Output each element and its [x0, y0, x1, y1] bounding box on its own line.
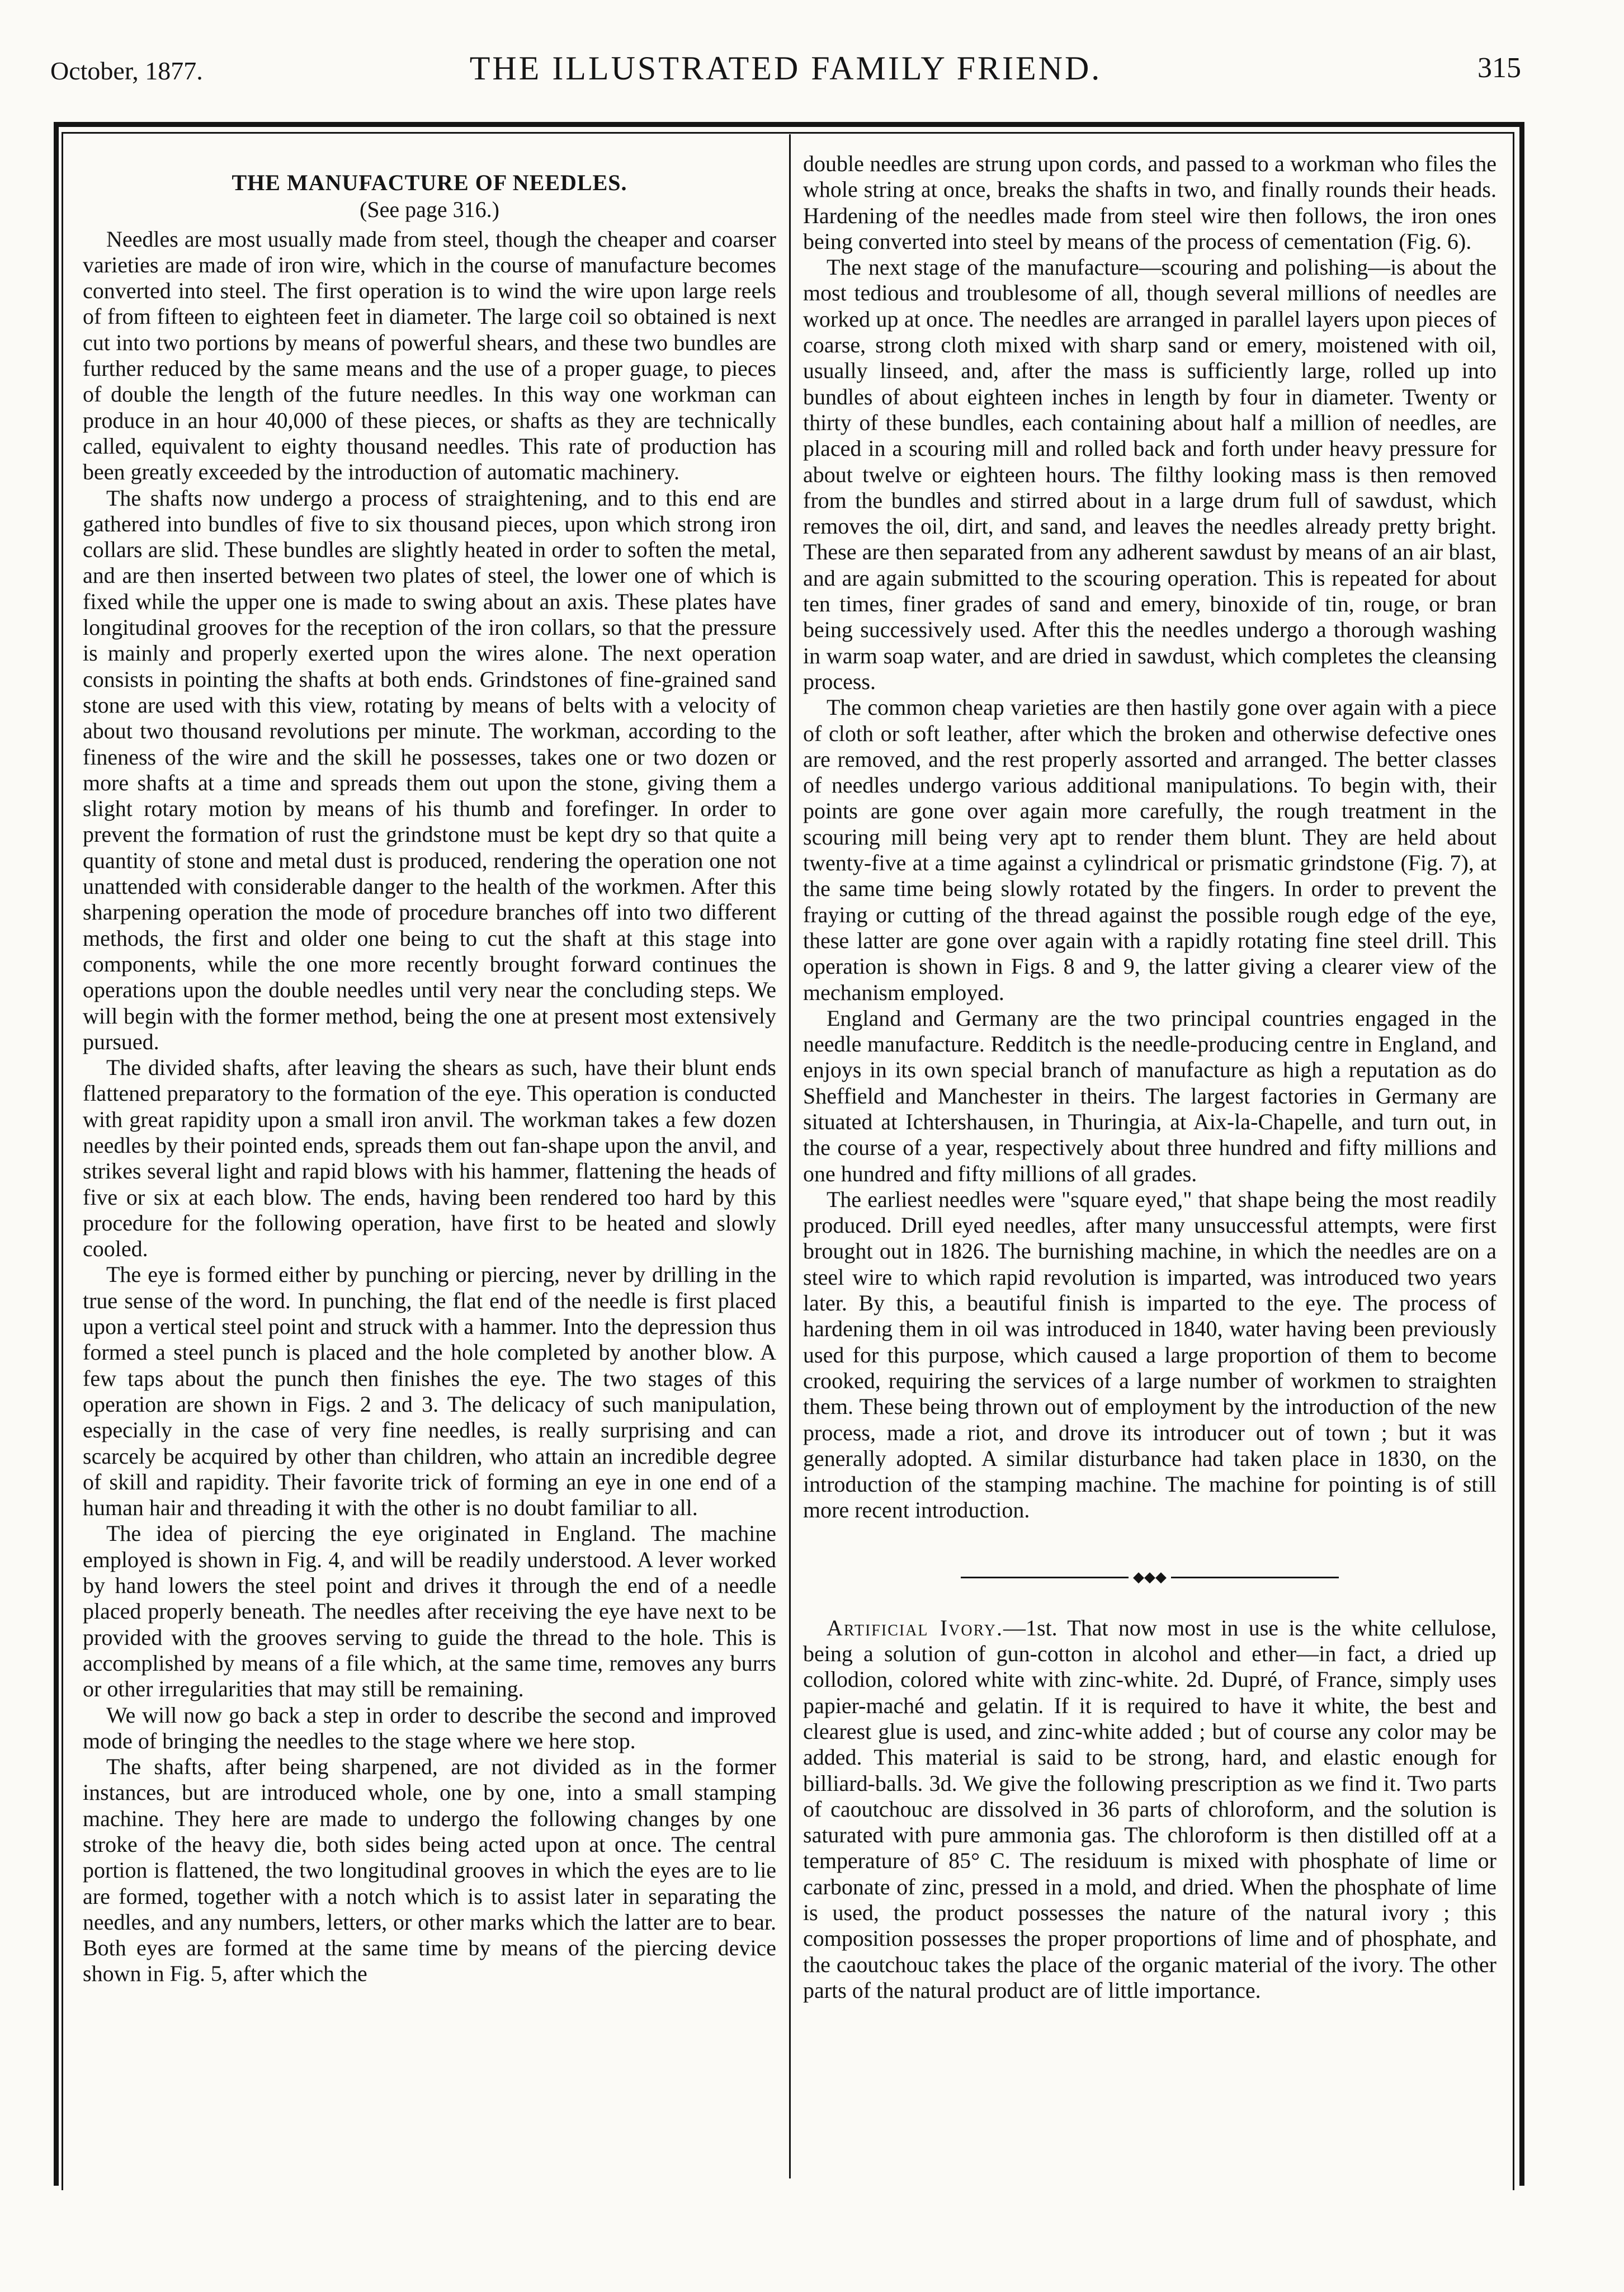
- article-subtitle: (See page 316.): [360, 197, 499, 223]
- magazine-title: THE ILLUSTRATED FAMILY FRIEND.: [469, 50, 1102, 87]
- paragraph: The shafts, after being sharpened, are not divided as in the former instances, but are introduced whole, one by one, into a small stamping machine. They here are made to undergo the following changes by one stroke of the heavy die, both sides being acted upon at once. The central portion is flattened, the two longitudinal grooves in which the eyes are to lie are formed, together with a notch which is to assist later in separating the needles, and any numbers, letters, or other marks which the latter are to bear. Both eyes are formed at the same time by means of the piercing device shown in Fig. 5, after which the: [83, 1754, 776, 1987]
- issue-date: October, 1877.: [50, 56, 203, 85]
- page-number: 315: [1477, 52, 1521, 84]
- left-column: [83, 151, 776, 1987]
- paragraph: The common cheap varieties are then hastily gone over again with a piece of cloth or soft leather, after which the broken and otherwise defective ones are removed, and the rest properly assorted and arranged. The better classes of needles undergo various additional manipulations. To begin with, their points are gone over again more carefully, the rough treatment in the scouring mill being very apt to render them blunt. They are held about twenty-five at a time against a cylindrical or prismatic grindstone (Fig. 7), at the same time being slowly rotated by the fingers. In order to prevent the fraying or cutting of the thread against the possible rough edge of the eye, these latter are gone over again with a rapidly rotating fine steel drill. This operation is shown in Figs. 8 and 9, the latter giving a clearer view of the mechanism employed.: [803, 695, 1496, 1005]
- artificial-ivory-heading: Artificial Ivory.: [827, 1615, 1003, 1640]
- paragraph: The divided shafts, after leaving the shears as such, have their blunt ends flattened preparatory to the formation of the eye. This operation is conducted with great rapidity upon a small iron anvil. The workman takes a few dozen needles by their pointed ends, spreads them out fan-shape upon the anvil, and strikes several light and rapid blows with his hammer, flattening the heads of five or six at each blow. The ends, having been rendered too hard by this procedure for the following operation, have first to be heated and slowly cooled.: [83, 1055, 776, 1262]
- artificial-ivory-body: —1st. That now most in use is the white cellulose, being a solution of gun-cotton in alcohol and ether—in fact, a dried up collodion, colored white with zinc-white. 2d. Dupré, of France, simply uses papier-maché and gelatin. If it is required to have it white, the best and clearest glue is used, and zinc-white added ; but of course any color may be added. This material is said to be strong, hard, and elastic enough for billiard-balls. 3d. We give the following prescription as we find it. Two parts of caoutchouc are dissolved in 36 parts of chloroform, and the solution is saturated with pure ammonia gas. The chloroform is then distilled off at a temperature of 85° C. The residuum is mixed with phosphate of lime or carbonate of zinc, pressed in a mold, and dried. When the phosphate of lime is used, the product possesses the nature of the natural ivory ; this composition possesses the proper proportions of lime and of phosphate, and the caoutchouc takes the place of the organic material of the ivory. The other parts of the natural product are of little importance.: [803, 1615, 1496, 2003]
- paragraph: The shafts now undergo a process of straightening, and to this end are gathered into bundles of five to six thousand pieces, upon which strong iron collars are slid. These bundles are slightly heated in order to soften the metal, and are then inserted between two plates of steel, the lower one of which is fixed while the upper one is made to swing about an axis. These plates have longitudinal grooves for the reception of the iron collars, so that the pressure is mainly and properly exerted upon the wires alone. The next operation consists in pointing the shafts at both ends. Grindstones of fine-grained sand stone are used with this view, rotating by means of belts with a velocity of about two thousand revolutions per minute. The workman, according to the fineness of the wire and the skill he possesses, takes one or two dozen or more shafts at a time and spreads them out upon the stone, giving them a slight rotary motion by means of his thumb and forefinger. In order to prevent the formation of rust the grindstone must be kept dry so that quite a quantity of stone and metal dust is produced, rendering the operation one not unattended with considerable danger to the health of the workmen. After this sharpening operation the mode of procedure branches off into two different methods, the first and older one being to cut the shaft at this stage into components, while the one more recently brought forward continues the operations upon the double needles until very near the concluding steps. We will begin with the former method, being the one at present most extensively pursued.: [83, 485, 776, 1054]
- article-title: THE MANUFACTURE OF NEEDLES.: [232, 170, 627, 195]
- paragraph: The idea of piercing the eye originated in England. The machine employed is shown in Fig. 4, and will be readily understood. A lever worked by hand lowers the steel point and drives it through the end of a needle placed properly beneath. The needles after receiving the eye have next to be provided with the grooves serving to guide the thread to the hole. This is accomplished by means of a file which, at the same time, removes any burrs or other irregularities that may still be remaining.: [83, 1521, 776, 1702]
- paragraph: The earliest needles were "square eyed," that shape being the most readily produced. Drill eyed needles, after many unsuccessful attempts, were first brought out in 1826. The burnishing machine, in which the needles are on a steel wire to which rapid revolution is imparted, was introduced two years later. By this, a beautiful finish is imparted to the eye. The process of hardening them in oil was introduced in 1840, water having been previously used for this purpose, which caused a large proportion of them to become crooked, requiring the services of a large number of workmen to straighten them. These being thrown out of employment by the introduction of the new process, made a riot, and drove its introducer out of town ; but it was generally adopted. A similar disturbance had taken place in 1830, on the introduction of the stamping machine. The machine for pointing is of still more recent introduction.: [803, 1186, 1496, 1523]
- paragraph-continued: double needles are strung upon cords, and passed to a workman who files the whole string at once, breaks the shafts in two, and finally rounds their heads. Hardening of the needles made from steel wire then follows, the iron ones being converted into steel by means of the process of cementation (Fig. 6).: [803, 151, 1496, 254]
- paragraph: Needles are most usually made from steel, though the cheaper and coarser varieties are made of iron wire, which in the course of manufacture becomes converted into steel. The first operation is to wind the wire upon large reels of from fifteen to eighteen feet in diameter. The large coil so obtained is next cut into two portions by means of powerful shears, and these two bundles are further reduced by the same means and the use of a proper guage, to pieces of double the length of the future needles. In this way one workman can produce in an hour 40,000 of these pieces, or shafts as they are technically called, equivalent to eighty thousand needles. This rate of production has been greatly exceeded by the introduction of automatic machinery.: [83, 226, 776, 485]
- paragraph: The eye is formed either by punching or piercing, never by drilling in the true sense of the word. In punching, the flat end of the needle is first placed upon a vertical steel point and struck with a hammer. Into the depression thus formed a steel punch is placed and the hole completed by another blow. A few taps about the punch then finishes the eye. The two stages of this operation are shown in Figs. 2 and 3. The delicacy of such manipulation, especially in the case of very fine needles, is really surprising and can scarcely be acquired by other than children, who attain an incredible degree of skill and rapidity. Their favorite trick of forming an eye in one end of a human hair and threading it with the other is no doubt familiar to all.: [83, 1262, 776, 1521]
- right-column: [803, 151, 1496, 2003]
- paragraph: The next stage of the manufacture—scouring and polishing—is about the most tedious and troublesome of all, though several millions of needles are worked up at once. The needles are arranged in parallel layers upon pieces of coarse, strong cloth mixed with sharp sand or emery, moistened with oil, usually linseed, and, after the mass is sufficiently large, rolled up into bundles of about eighteen inches in length by four in diameter. Twenty or thirty of these bundles, each containing about half a million of needles, are placed in a scouring mill and rolled back and forth under heavy pressure for about twelve or eighteen hours. The filthy looking mass is then removed from the bundles and stirred about in a large drum full of sawdust, which removes the oil, dirt, and sand, and leaves the needles already pretty bright. These are then separated from any adherent sawdust by means of an air blast, and are again submitted to the scouring operation. This is repeated for about ten times, finer grades of sand and emery, binoxide of tin, rouge, or bran being successively used. After this the needles undergo a thorough washing in warm soap water, and are dried in sawdust, which completes the cleansing process.: [803, 254, 1496, 694]
- artificial-ivory-paragraph: [803, 1615, 1496, 2003]
- column-divider: [789, 134, 791, 2178]
- paragraph: We will now go back a step in order to describe the second and improved mode of bringing the needles to the stage where we here stop.: [83, 1702, 776, 1753]
- section-ornament: [803, 1563, 1496, 1586]
- paragraph: England and Germany are the two principal countries engaged in the needle manufacture. Redditch is the needle-producing centre in England, and enjoys in its own special branch of manufacture as high a reputation as do Sheffield and Manchester in theirs. The largest factories in Germany are situated at Ichtershausen, in Thuringia, at Aix-la-Chapelle, and turn out, in the course of a year, respectively about three hundred and fifty millions and one hundred and fifty millions of all grades.: [803, 1005, 1496, 1186]
- ornament-rule: [961, 1577, 1129, 1578]
- ornament-rule: [1171, 1577, 1339, 1578]
- page-header: [50, 27, 1521, 88]
- ornament-glyph: ◆◆◆: [1133, 1569, 1167, 1586]
